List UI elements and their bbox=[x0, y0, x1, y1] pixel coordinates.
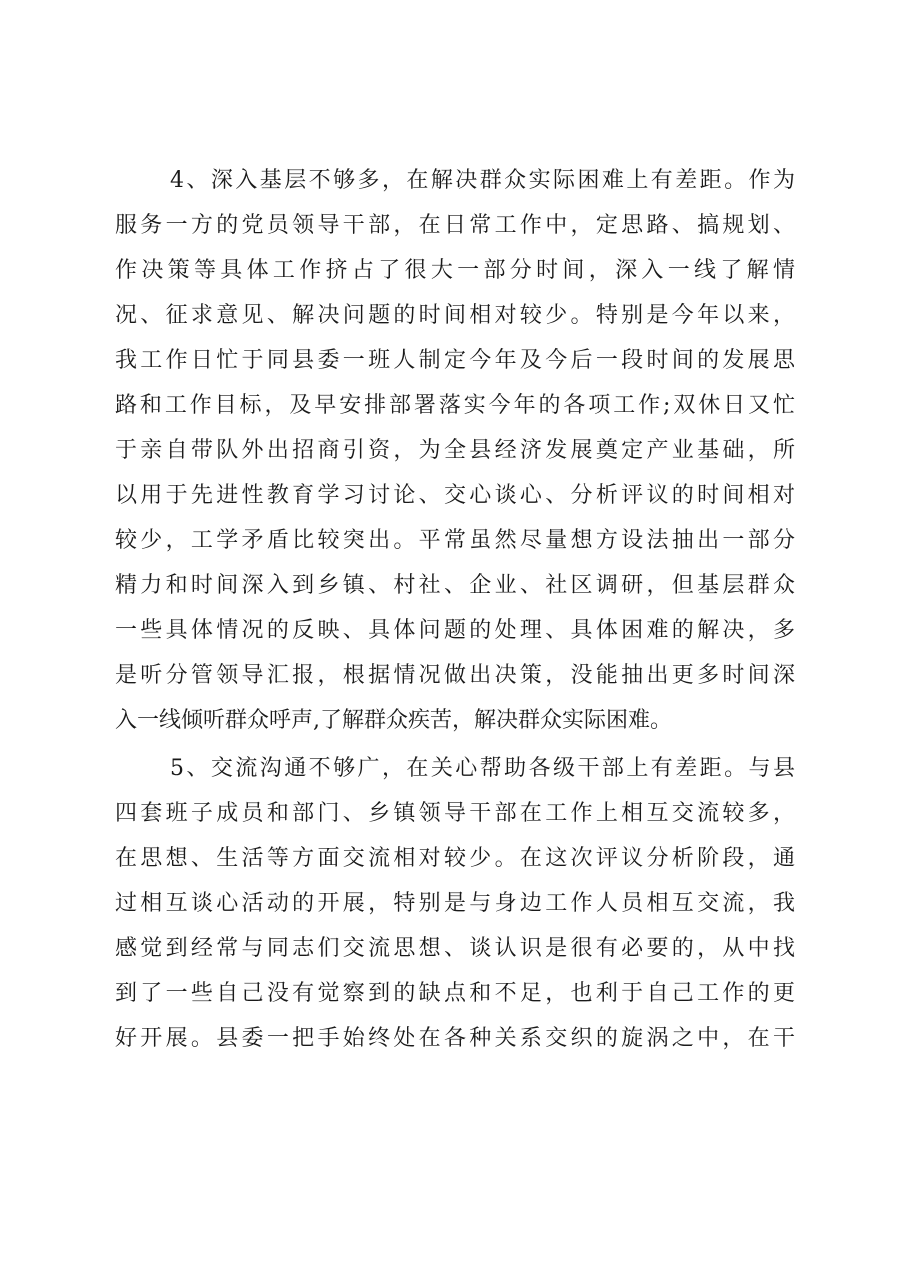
paragraph-1-line-12: 是听分管领导汇报，根据情况做出决策，没能抽出更多时间深 bbox=[115, 663, 795, 688]
paragraph-2-line-7: 好开展。县委一把手始终处在各种关系交织的旋涡之中，在干 bbox=[115, 1026, 795, 1051]
paragraph-1-line-10: 精力和时间深入到乡镇、村社、企业、社区调研，但基层群众 bbox=[115, 573, 795, 598]
paragraph-2-line-5: 感觉到经常与同志们交流思想、谈认识是很有必要的，从中找 bbox=[115, 936, 795, 961]
paragraph-1-line-6: 路和工作目标，及早安排部署落实今年的各项工作;双休日又忙 bbox=[115, 393, 795, 418]
paragraph-1-line-3: 作决策等具体工作挤占了很大一部分时间，深入一线了解情 bbox=[115, 258, 795, 283]
paragraph-1-line-13: 入一线倾听群众呼声,了解群众疾苦，解决群众实际困难。 bbox=[115, 708, 672, 733]
paragraph-1-line-11: 一些具体情况的反映、具体问题的处理、具体困难的解决，多 bbox=[115, 618, 795, 643]
paragraph-1-line-2: 服务一方的党员领导干部，在日常工作中，定思路、搞规划、 bbox=[115, 213, 795, 238]
paragraph-1-line-1: 4、深入基层不够多，在解决群众实际困难上有差距。作为 bbox=[170, 168, 795, 193]
paragraph-1-line-9: 较少，工学矛盾比较突出。平常虽然尽量想方设法抽出一部分 bbox=[115, 528, 795, 553]
paragraph-2-line-2: 四套班子成员和部门、乡镇领导干部在工作上相互交流较多， bbox=[115, 801, 795, 826]
paragraph-1-line-8: 以用于先进性教育学习讨论、交心谈心、分析评议的时间相对 bbox=[115, 483, 795, 508]
paragraph-2-line-6: 到了一些自己没有觉察到的缺点和不足，也利于自己工作的更 bbox=[115, 981, 795, 1006]
paragraph-2-line-1: 5、交流沟通不够广，在关心帮助各级干部上有差距。与县 bbox=[170, 756, 795, 781]
paragraph-1-line-7: 于亲自带队外出招商引资，为全县经济发展奠定产业基础，所 bbox=[115, 438, 795, 463]
paragraph-2-line-3: 在思想、生活等方面交流相对较少。在这次评议分析阶段，通 bbox=[115, 846, 795, 871]
paragraph-1-line-4: 况、征求意见、解决问题的时间相对较少。特别是今年以来， bbox=[115, 303, 795, 328]
paragraph-1-line-5: 我工作日忙于同县委一班人制定今年及今后一段时间的发展思 bbox=[115, 348, 795, 373]
paragraph-2-line-4: 过相互谈心活动的开展，特别是与身边工作人员相互交流，我 bbox=[115, 891, 795, 916]
